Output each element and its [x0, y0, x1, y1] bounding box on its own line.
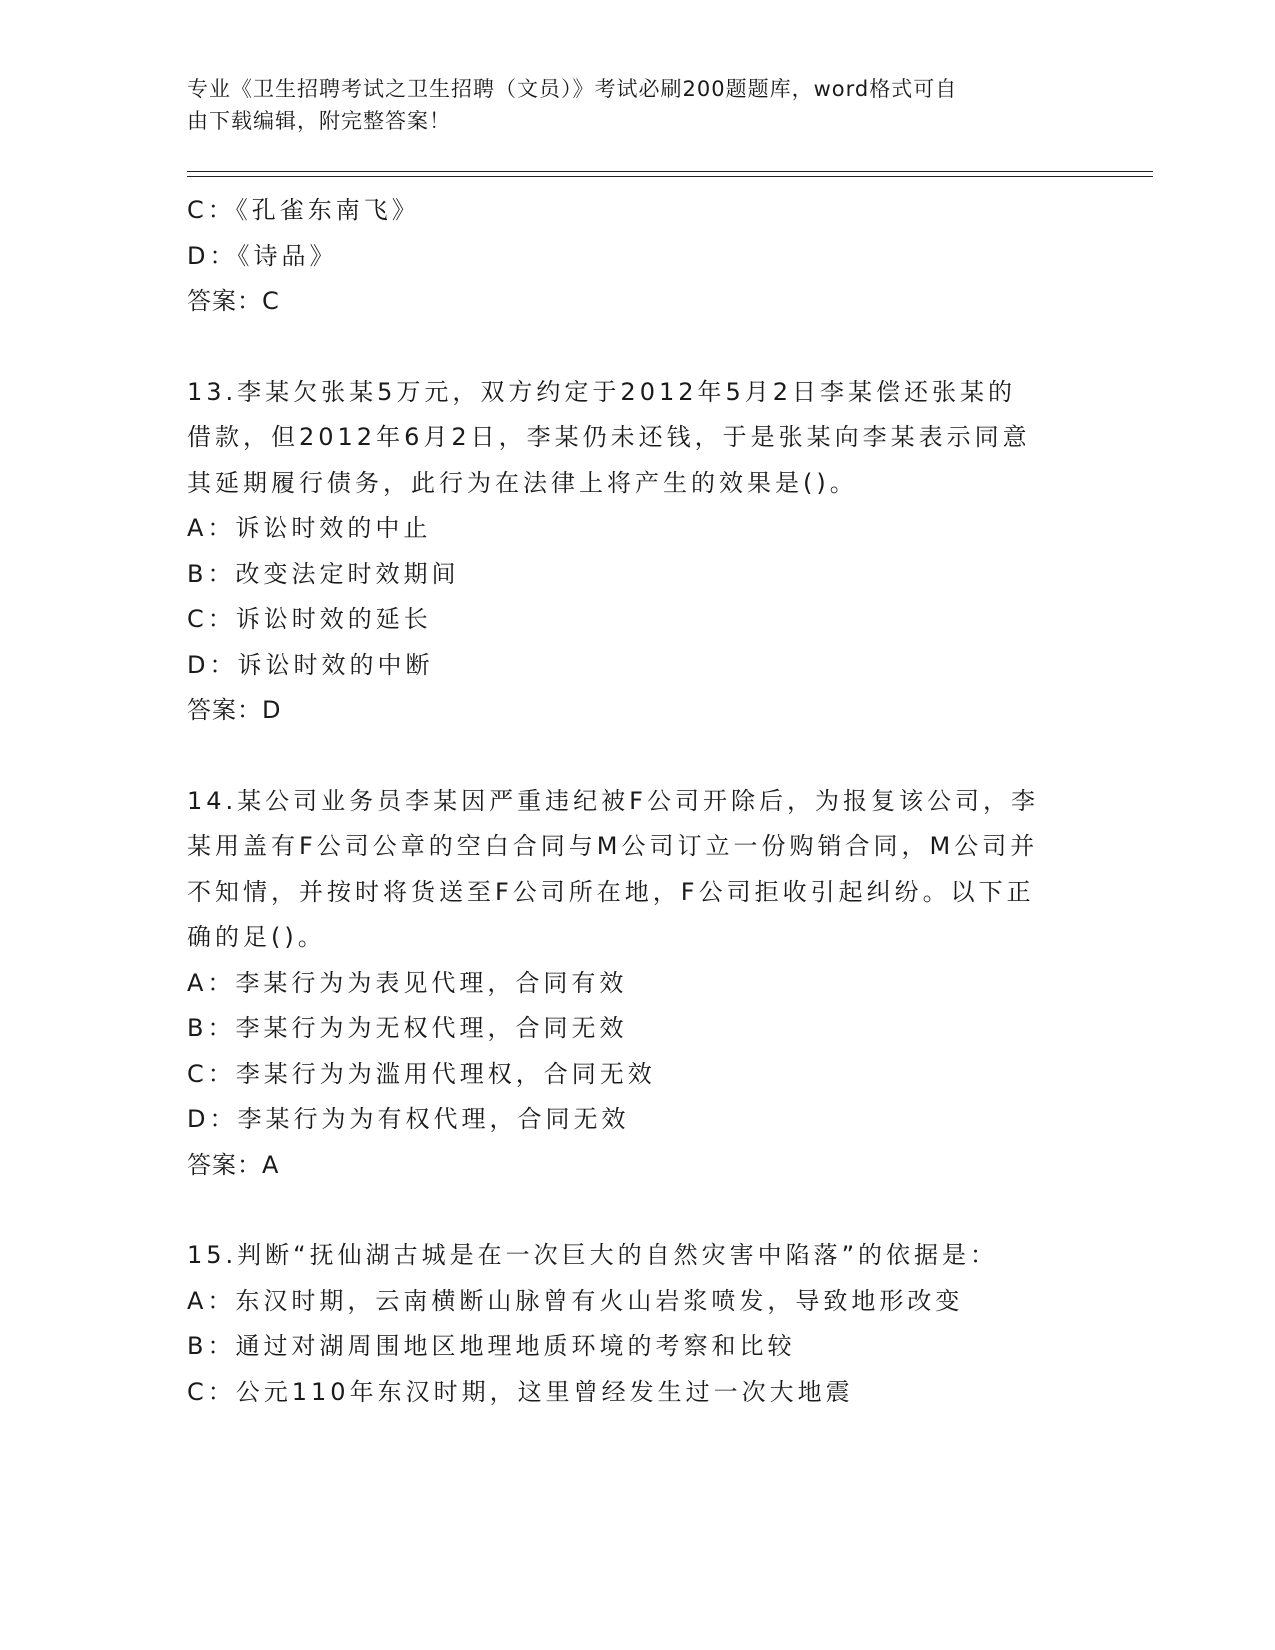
- option-a: A：李某行为为表见代理，合同有效: [187, 968, 628, 997]
- question-stem: 15.判断“抚仙湖古城是在一次巨大的自然灾害中陷落”的依据是：: [187, 1241, 999, 1269]
- header-rule-bottom: [187, 176, 1153, 177]
- answer: 答案：C: [187, 287, 280, 315]
- question-stem: 13.李某欠张某5万元，双方约定于2012年5月2日李某偿还张某的: [187, 377, 1017, 406]
- question-stem: 确的足()。: [187, 923, 326, 951]
- spacer: [187, 1188, 1087, 1233]
- option-d: D：《诗品》: [187, 241, 338, 270]
- header-line: 由下载编辑，附完整答案！: [187, 109, 451, 133]
- option-a: A：东汉时期，云南横断山脉曾有火山岩浆喷发，导致地形改变: [187, 1286, 964, 1315]
- question-stem: 其延期履行债务，此行为在法律上将产生的效果是()。: [187, 468, 858, 497]
- option-b: B：李某行为为无权代理，合同无效: [187, 1014, 628, 1042]
- option-b: B：通过对湖周围地区地理地质环境的考察和比较: [187, 1332, 796, 1360]
- question-stem: 某用盖有F公司公章的空白合同与M公司订立一份购销合同，M公司并: [187, 832, 1039, 860]
- option-c: C：《孔雀东南飞》: [187, 196, 420, 224]
- spacer: [187, 325, 1087, 370]
- header-line: 专业《卫生招聘考试之卫生招聘（文员）》考试必刷200题题库，word格式可自: [187, 77, 958, 101]
- header-rule-top: [187, 171, 1153, 172]
- document-header: [187, 73, 1067, 137]
- option-d: D：诉讼时效的中断: [187, 650, 434, 679]
- option-c: C：诉讼时效的延长: [187, 605, 432, 633]
- question-stem: 14.某公司业务员李某因严重违纪被F公司开除后，为报复该公司，李: [187, 786, 1039, 815]
- answer: 答案：D: [187, 696, 282, 724]
- question-list: [187, 188, 1087, 1415]
- answer: 答案：A: [187, 1150, 280, 1179]
- option-a: A：诉讼时效的中止: [187, 514, 432, 542]
- question-stem: 借款，但2012年6月2日，李某仍未还钱，于是张某向李某表示同意: [187, 423, 1031, 451]
- question-stem: 不知情，并按时将货送至F公司所在地，F公司拒收引起纠纷。以下正: [187, 877, 1035, 906]
- option-b: B：改变法定时效期间: [187, 559, 460, 588]
- option-c: C：公元110年东汉时期，这里曾经发生过一次大地震: [187, 1377, 854, 1406]
- option-d: D：李某行为为有权代理，合同无效: [187, 1105, 630, 1133]
- spacer: [187, 734, 1087, 779]
- option-c: C：李某行为为滥用代理权，合同无效: [187, 1059, 656, 1088]
